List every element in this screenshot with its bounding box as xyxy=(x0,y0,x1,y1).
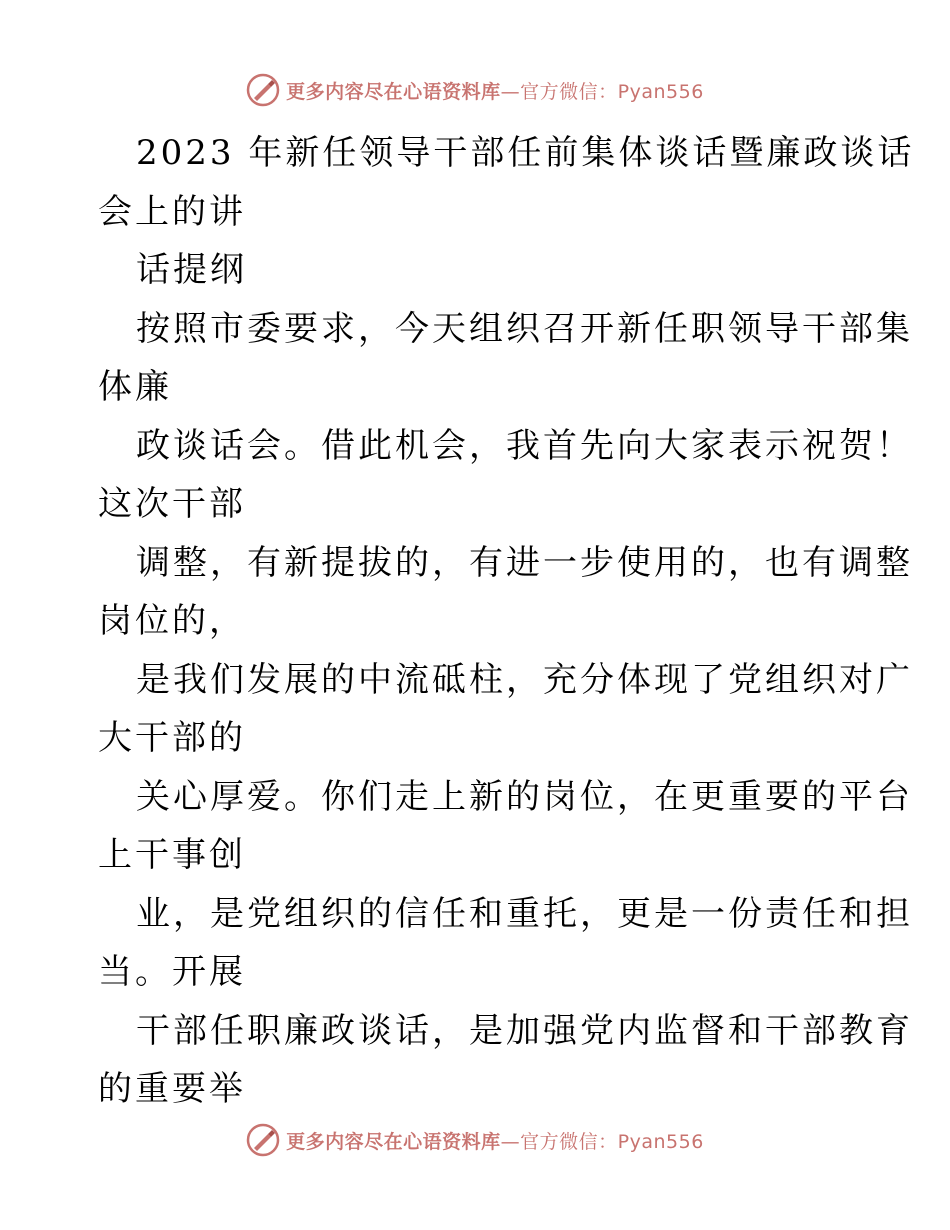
text-line: 当。开展 xyxy=(98,952,246,992)
text-line: 体廉 xyxy=(98,367,172,407)
text-line: 的重要举 xyxy=(98,1069,246,1109)
text-line: 会上的讲 xyxy=(98,191,246,232)
text-line: 调整，有新提拔的，有进一步使用的，也有调整 xyxy=(136,542,913,583)
text-line: 干部任职廉政谈话，是加强党内监督和干部教育 xyxy=(136,1010,913,1051)
document-body xyxy=(98,124,915,1119)
text-line: 2023 年新任领导干部任前集体谈话暨廉政谈话 xyxy=(136,133,915,173)
text-line: 话提纲 xyxy=(136,250,247,290)
text-line: 关心厚爱。你们走上新的岗位，在更重要的平台 xyxy=(136,776,913,817)
pen-logo-icon xyxy=(246,73,280,107)
text-line: 业，是党组织的信任和重托，更是一份责任和担 xyxy=(136,893,913,934)
text-line: 政谈话会。借此机会，我首先向大家表示祝贺！ xyxy=(136,425,913,466)
header-watermark xyxy=(0,70,950,110)
text-line: 是我们发展的中流砥柱，充分体现了党组织对广 xyxy=(136,659,913,700)
watermark-text: 更多内容尽在心语资料库—官方微信：Pyan556 xyxy=(286,1130,704,1153)
footer-watermark xyxy=(0,1120,950,1160)
text-line: 岗位的， xyxy=(98,601,246,641)
pen-logo-icon xyxy=(246,1123,280,1157)
text-line: 这次干部 xyxy=(98,484,246,524)
text-line: 上干事创 xyxy=(98,835,246,875)
watermark-text: 更多内容尽在心语资料库—官方微信：Pyan556 xyxy=(286,80,704,103)
text-line: 大干部的 xyxy=(98,718,246,758)
text-line: 按照市委要求，今天组织召开新任职领导干部集 xyxy=(136,308,913,349)
